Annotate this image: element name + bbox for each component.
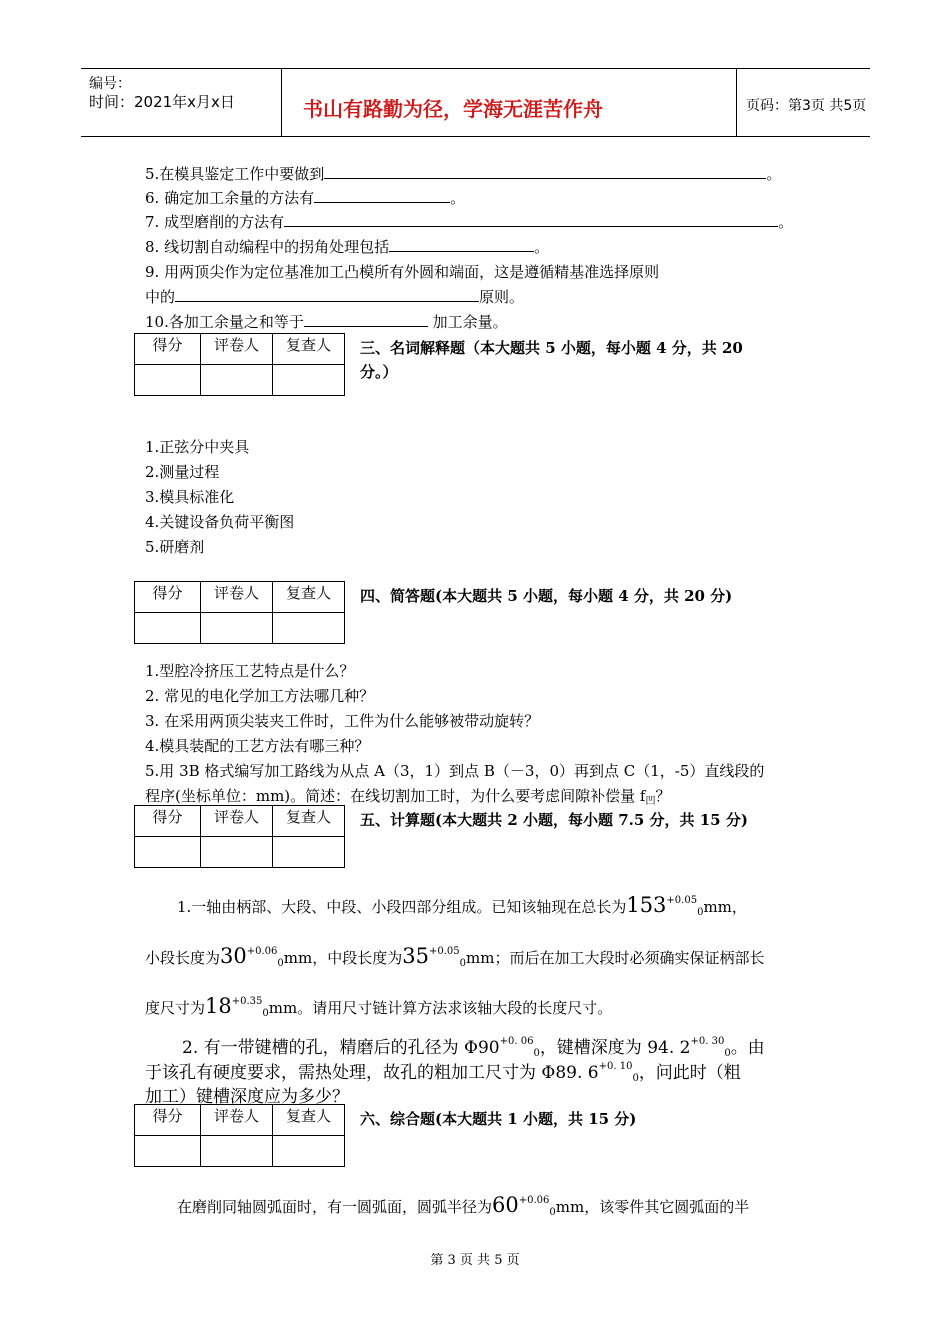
tolerance-lower: 0 bbox=[277, 958, 284, 969]
score-header: 得分 bbox=[135, 806, 201, 837]
list-item: 4.模具装配的工艺方法有哪三种？ bbox=[145, 737, 370, 755]
grader-cell[interactable] bbox=[201, 613, 273, 644]
question-text: 10.各加工余量之和等于 bbox=[145, 313, 304, 331]
score-header: 得分 bbox=[135, 1105, 201, 1136]
list-item: 5.用 3B 格式编写加工路线为从点 A（3，1）到点 B（－3，0）再到点 C（1，-5）直线段的 bbox=[145, 762, 765, 780]
question-text: 1.一轴由柄部、大段、中段、小段四部分组成。已知该轴现在总长为 bbox=[177, 898, 627, 916]
score-cell[interactable] bbox=[135, 837, 201, 868]
calc-q2-line2 bbox=[145, 1058, 741, 1084]
answer-blank[interactable] bbox=[314, 188, 450, 203]
question-text: 7. 成型磨削的方法有 bbox=[145, 213, 285, 231]
tolerance-upper: +0. 30 bbox=[690, 1036, 725, 1047]
comprehensive-question bbox=[177, 1193, 749, 1218]
tolerance-upper: +0. 10 bbox=[598, 1061, 633, 1072]
dimension-value: 30 bbox=[220, 944, 247, 968]
tolerance-lower: 0 bbox=[262, 1008, 269, 1019]
list-item: 1.型腔冷挤压工艺特点是什么？ bbox=[145, 662, 355, 680]
score-cell[interactable] bbox=[135, 1136, 201, 1167]
calc-q1-line1 bbox=[177, 893, 747, 918]
time-label: 时间：2021年x月x日 bbox=[89, 93, 235, 111]
question-text: 程序(坐标单位：mm)。简述：在线切割加工时，为什么要考虑间隙补偿量 f bbox=[145, 787, 646, 805]
score-table bbox=[134, 581, 345, 644]
question-text: 小段长度为 bbox=[145, 949, 221, 967]
list-item: 4.关键设备负荷平衡图 bbox=[145, 513, 295, 531]
grader-header: 评卷人 bbox=[201, 806, 273, 837]
dimension-value: 153 bbox=[626, 893, 667, 917]
tolerance-upper: +0.06 bbox=[246, 946, 278, 957]
question-text: mm；而后在加工大段时必须确实保证柄部长 bbox=[466, 949, 765, 967]
answer-blank[interactable] bbox=[284, 212, 778, 227]
page-footer: 第 3 页 共 5 页 bbox=[430, 1253, 520, 1268]
score-table bbox=[134, 805, 345, 868]
reviewer-header: 复查人 bbox=[273, 1105, 345, 1136]
list-item: 2. 常见的电化学加工方法哪几种？ bbox=[145, 687, 375, 705]
header-motto-cell bbox=[281, 69, 737, 136]
blank-q7 bbox=[145, 211, 793, 232]
question-text: mm， bbox=[703, 898, 747, 916]
tolerance-upper: +0.06 bbox=[518, 1195, 550, 1206]
subscript: 凹 bbox=[645, 796, 656, 807]
question-text: mm。请用尺寸链计算方法求该轴大段的长度尺寸。 bbox=[268, 999, 613, 1017]
header-info-cell bbox=[81, 69, 282, 136]
question-text: 度尺寸为 bbox=[145, 999, 206, 1017]
reviewer-cell[interactable] bbox=[273, 1136, 345, 1167]
blank-q8 bbox=[145, 236, 549, 257]
reviewer-cell[interactable] bbox=[273, 837, 345, 868]
question-text: 。 bbox=[450, 189, 466, 207]
score-header: 得分 bbox=[135, 334, 201, 365]
grader-cell[interactable] bbox=[201, 837, 273, 868]
answer-blank[interactable] bbox=[324, 164, 766, 179]
answer-blank[interactable] bbox=[389, 237, 534, 252]
blank-q9-cont bbox=[145, 286, 524, 307]
calc-q1-line2 bbox=[145, 944, 764, 969]
question-text: mm，中段长度为 bbox=[283, 949, 403, 967]
dimension-value: 60 bbox=[492, 1193, 519, 1217]
tolerance-lower: 0 bbox=[632, 1073, 639, 1084]
score-cell[interactable] bbox=[135, 613, 201, 644]
dimension-value: 35 bbox=[402, 944, 429, 968]
header-page-cell bbox=[736, 69, 870, 136]
list-item: 1.正弦分中夹具 bbox=[145, 438, 250, 456]
question-text: 于该孔有硬度要求，需热处理，故孔的粗加工尺寸为 Φ89. 6 bbox=[145, 1063, 599, 1083]
tolerance-lower: 0 bbox=[533, 1048, 540, 1059]
reviewer-header: 复查人 bbox=[273, 806, 345, 837]
list-item: 2.测量过程 bbox=[145, 463, 220, 481]
section-title-cont: 分。） bbox=[360, 363, 398, 381]
dimension-value: 18 bbox=[205, 994, 232, 1018]
question-text: 。由 bbox=[730, 1038, 765, 1058]
tolerance-upper: +0. 06 bbox=[499, 1036, 534, 1047]
tolerance-lower: 0 bbox=[459, 958, 466, 969]
calc-q2-line1 bbox=[182, 1033, 765, 1059]
section-title: 三、名词解释题（本大题共 5 小题，每小题 4 分，共 20 bbox=[360, 339, 743, 357]
question-text: 5.在模具鉴定工作中要做到 bbox=[145, 165, 325, 183]
question-text: 。 bbox=[778, 213, 794, 231]
section-title: 六、综合题(本大题共 1 小题，共 15 分) bbox=[360, 1110, 637, 1128]
tolerance-lower: 0 bbox=[724, 1048, 731, 1059]
reviewer-cell[interactable] bbox=[273, 613, 345, 644]
blank-q10 bbox=[145, 311, 508, 332]
question-text: 。 bbox=[766, 165, 782, 183]
question-text: 在磨削同轴圆弧面时，有一圆弧面，圆弧半径为 bbox=[177, 1198, 493, 1216]
grader-cell[interactable] bbox=[201, 1136, 273, 1167]
blank-q5 bbox=[145, 163, 781, 184]
calc-q2-line3: 加工）键槽深度应为多少？ bbox=[145, 1087, 349, 1107]
question-text: ，键槽深度为 94. 2 bbox=[539, 1038, 691, 1058]
grader-header: 评卷人 bbox=[201, 334, 273, 365]
section-title: 五、计算题(本大题共 2 小题，每小题 7.5 分，共 15 分) bbox=[360, 811, 748, 829]
list-item: 3.模具标准化 bbox=[145, 488, 235, 506]
score-table bbox=[134, 1104, 345, 1167]
tolerance-lower: 0 bbox=[549, 1207, 556, 1218]
question-text: 加工余量。 bbox=[427, 313, 508, 331]
blank-q6 bbox=[145, 187, 465, 208]
motto: 书山有路勤为径，学海无涯苦作舟 bbox=[303, 97, 603, 121]
question-text: mm，该零件其它圆弧面的半 bbox=[555, 1198, 750, 1216]
tolerance-upper: +0.05 bbox=[666, 895, 698, 906]
question-text: 6. 确定加工余量的方法有 bbox=[145, 189, 315, 207]
tolerance-lower: 0 bbox=[697, 907, 704, 918]
question-text: 2. 有一带键槽的孔，精磨后的孔径为 Φ90 bbox=[182, 1038, 500, 1058]
section-title: 四、简答题(本大题共 5 小题，每小题 4 分，共 20 分) bbox=[360, 587, 733, 605]
blank-q9 bbox=[145, 261, 659, 282]
list-item-cont bbox=[145, 785, 671, 807]
tolerance-upper: +0.35 bbox=[231, 996, 263, 1007]
question-text: 8. 线切割自动编程中的拐角处理包括 bbox=[145, 238, 390, 256]
list-item: 3. 在采用两顶尖装夹工件时，工件为什么能够被带动旋转？ bbox=[145, 712, 540, 730]
question-text: 中的 bbox=[145, 288, 176, 306]
answer-blank[interactable] bbox=[304, 312, 428, 327]
list-item: 5.研磨剂 bbox=[145, 538, 205, 556]
answer-blank[interactable] bbox=[175, 287, 479, 302]
question-text: ，问此时（粗 bbox=[638, 1063, 741, 1083]
score-header: 得分 bbox=[135, 582, 201, 613]
grader-header: 评卷人 bbox=[201, 1105, 273, 1136]
score-table bbox=[134, 333, 345, 396]
question-text: 原则。 bbox=[479, 288, 525, 306]
page-header bbox=[81, 68, 870, 137]
grader-cell[interactable] bbox=[201, 365, 273, 396]
question-text: 。 bbox=[534, 238, 550, 256]
code-label: 编号： bbox=[89, 76, 131, 92]
question-text: 9. 用两顶尖作为定位基准加工凸模所有外圆和端面，这是遵循精基准选择原则 bbox=[145, 263, 660, 281]
question-text: ？ bbox=[655, 787, 671, 805]
grader-header: 评卷人 bbox=[201, 582, 273, 613]
calc-q1-line3 bbox=[145, 994, 612, 1019]
tolerance-upper: +0.05 bbox=[428, 946, 460, 957]
reviewer-header: 复查人 bbox=[273, 334, 345, 365]
score-cell[interactable] bbox=[135, 365, 201, 396]
page-number-label: 页码：第3页 共5页 bbox=[746, 98, 867, 114]
reviewer-header: 复查人 bbox=[273, 582, 345, 613]
reviewer-cell[interactable] bbox=[273, 365, 345, 396]
